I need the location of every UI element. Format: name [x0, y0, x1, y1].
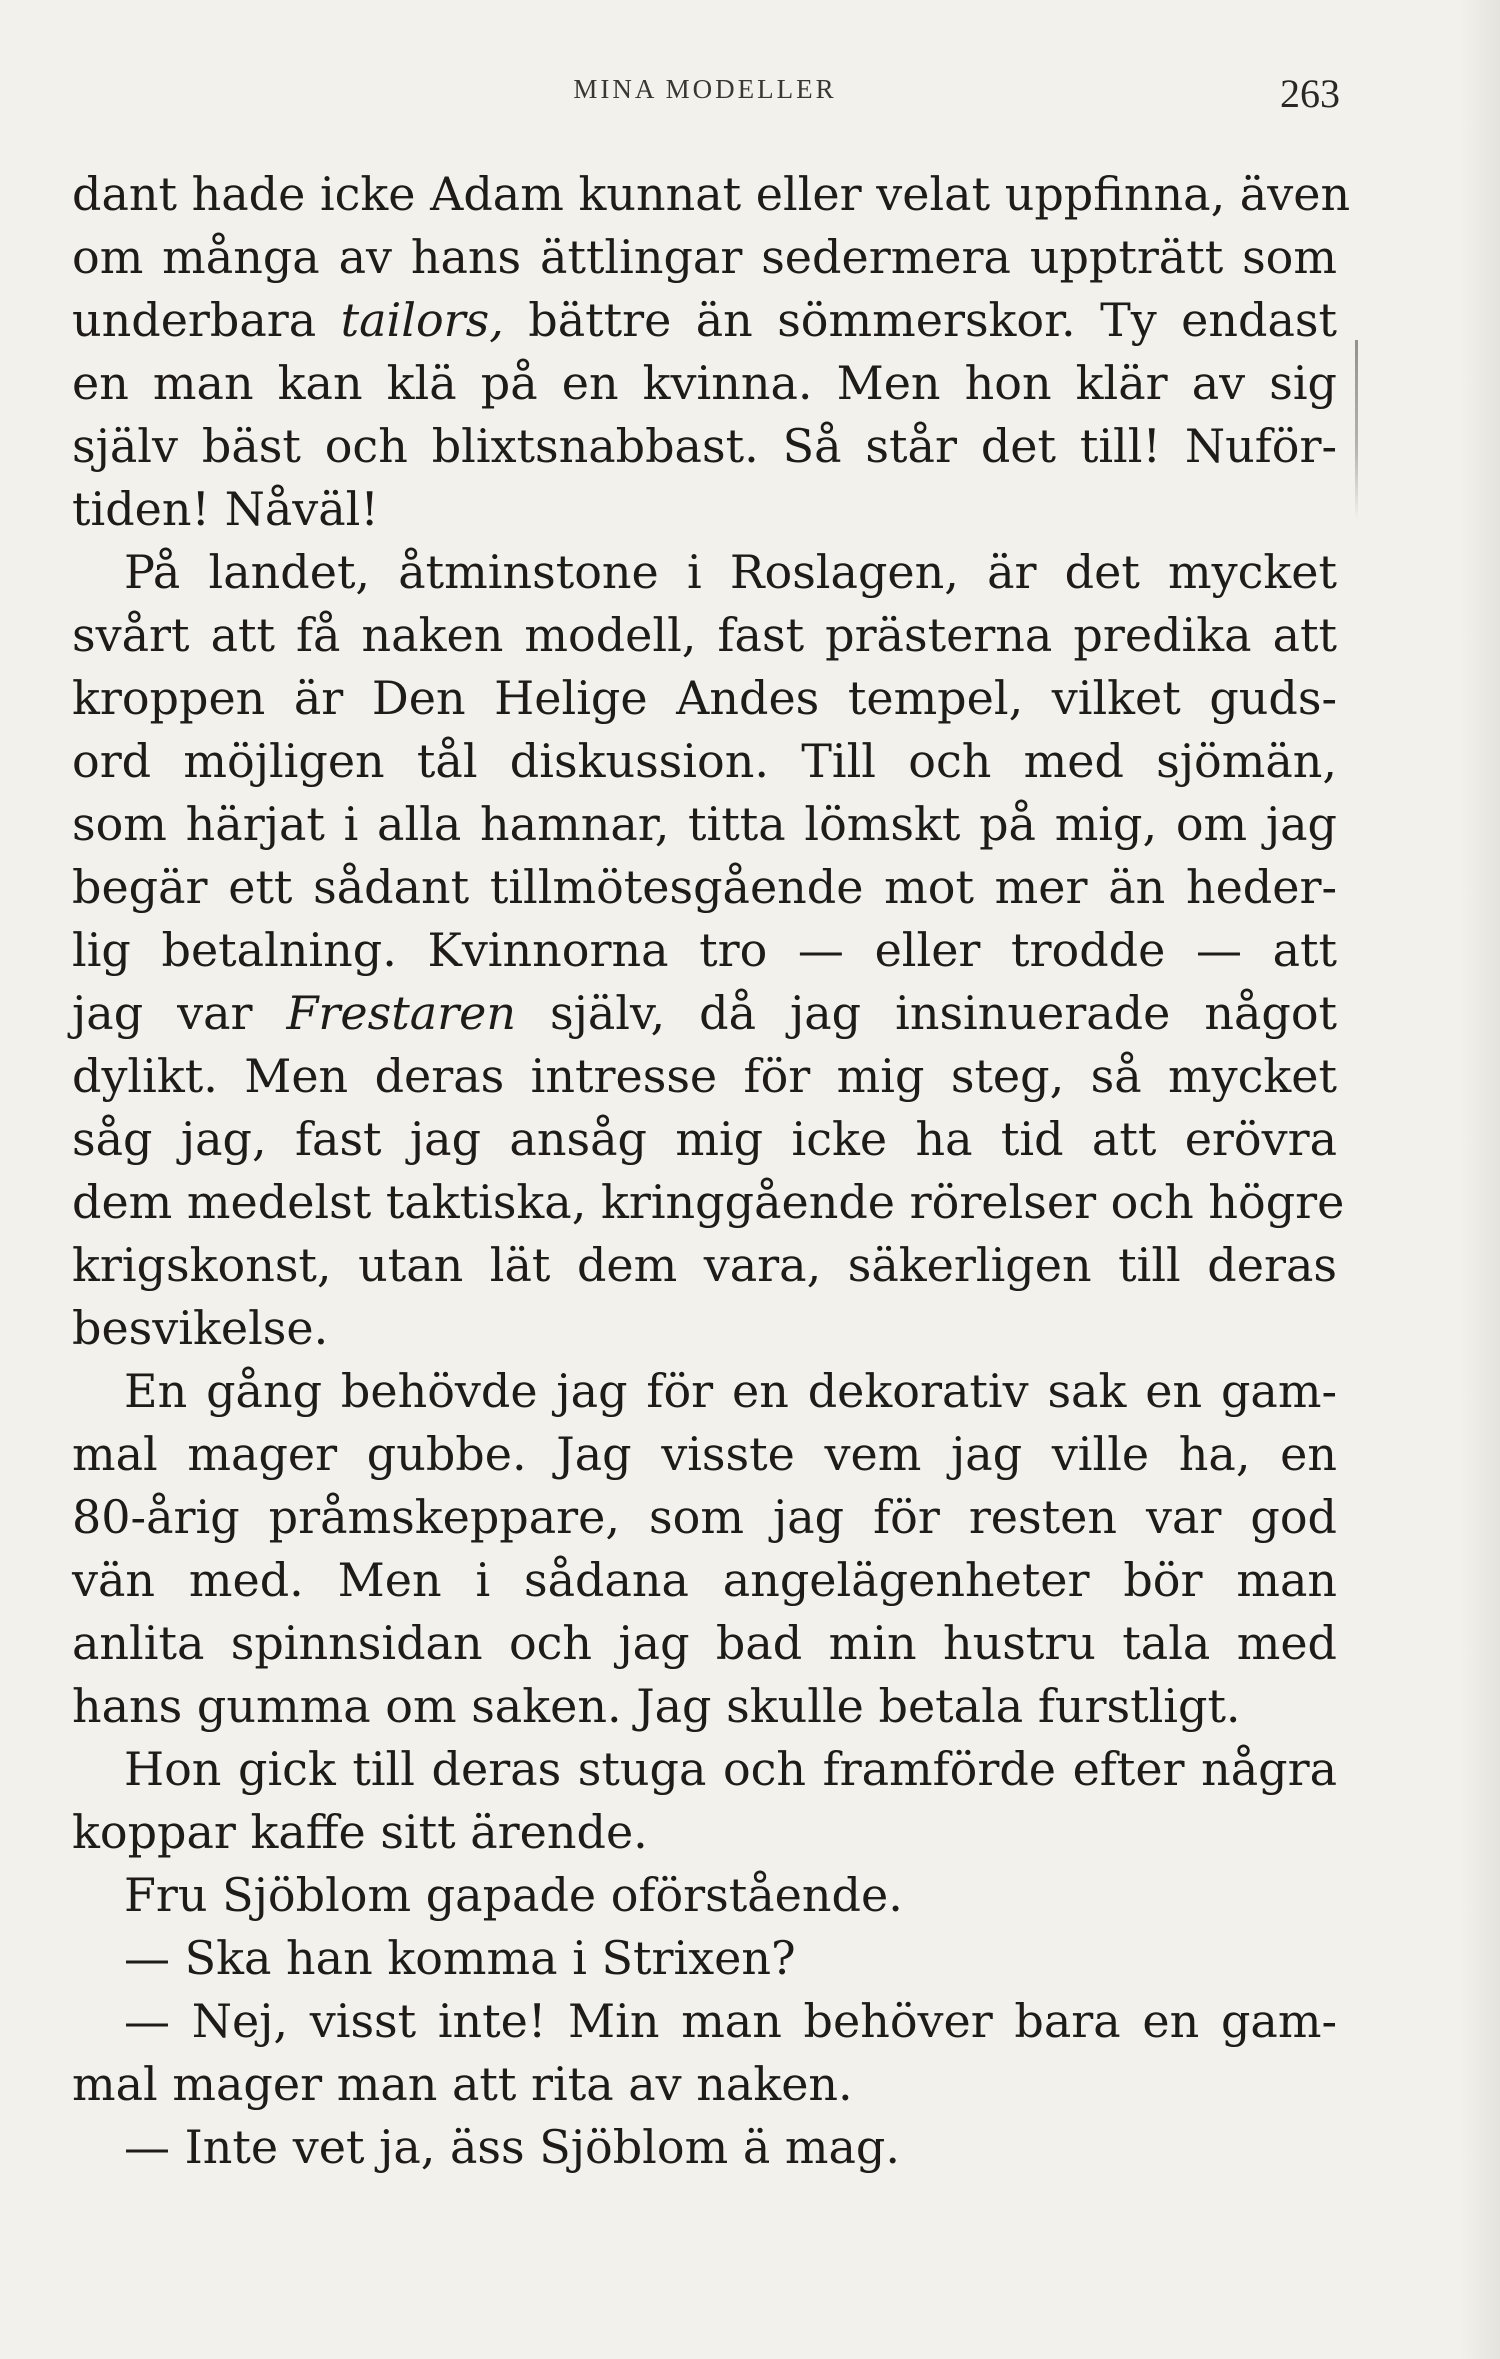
text-run: själv bäst och blixtsnabbast. Så står det till! Nuför-: [72, 419, 1337, 473]
text-line: [72, 1486, 1337, 1549]
text-line: [72, 1675, 1337, 1738]
text-line: [72, 415, 1337, 478]
text-line: [72, 604, 1337, 667]
text-line: [72, 1990, 1337, 2053]
text-line: [72, 730, 1337, 793]
margin-pencil-mark: [1355, 340, 1358, 520]
text-run: en man kan klä på en kvinna. Men hon klär av sig: [72, 356, 1337, 410]
text-run: 80-årig pråmskeppare, som jag för resten var god: [72, 1490, 1337, 1544]
text-run: anlita spinnsidan och jag bad min hustru tala med: [72, 1616, 1337, 1670]
text-line: [72, 793, 1337, 856]
text-run: dylikt. Men deras intresse för mig steg, så mycket: [72, 1049, 1337, 1103]
text-line: [72, 289, 1337, 352]
text-line: [72, 541, 1337, 604]
text-line: [72, 226, 1337, 289]
page-edge-shadow: [1460, 0, 1500, 2359]
text-line: [72, 856, 1337, 919]
text-run: vän med. Men i sådana angelägenheter bör man: [72, 1553, 1337, 1607]
text-line: [72, 1549, 1337, 1612]
text-run: — Inte vet ja, äss Sjöblom ä mag.: [124, 2120, 900, 2174]
text-run: Fru Sjöblom gapade oförstående.: [124, 1868, 903, 1922]
text-run: såg jag, fast jag ansåg mig icke ha tid att erövra: [72, 1112, 1337, 1166]
text-run: Hon gick till deras stuga och framförde efter några: [124, 1742, 1337, 1796]
text-run: koppar kaffe sitt ärende.: [72, 1805, 648, 1859]
text-run: ord möjligen tål diskussion. Till och med sjömän,: [72, 734, 1337, 788]
text-run: besvikelse.: [72, 1301, 329, 1355]
text-run: själv, då jag insinuerade något: [516, 986, 1337, 1040]
text-line: [72, 1864, 1337, 1927]
text-run: svårt att få naken modell, fast prästerna predika att: [72, 608, 1337, 662]
text-line: [72, 2053, 1337, 2116]
text-line: [72, 1297, 1337, 1360]
text-line: [72, 667, 1337, 730]
body-text: [72, 163, 1351, 2179]
text-line: [72, 2116, 1337, 2179]
italic-text: tailors,: [340, 293, 504, 347]
text-run: — Ska han komma i Strixen?: [124, 1931, 796, 1985]
text-line: [72, 478, 1337, 541]
text-line: [72, 1738, 1337, 1801]
text-run: tiden! Nåväl!: [72, 482, 379, 536]
text-line: [72, 352, 1337, 415]
text-run: mal mager gubbe. Jag visste vem jag ville ha, en: [72, 1427, 1337, 1481]
text-line: [72, 1927, 1337, 1990]
text-run: På landet, åtminstone i Roslagen, är det mycket: [124, 545, 1337, 599]
running-title: MINA MODELLER: [573, 74, 837, 104]
text-run: En gång behövde jag för en dekorativ sak en gam-: [124, 1364, 1337, 1418]
text-run: om många av hans ättlingar sedermera uppträtt som: [72, 230, 1337, 284]
text-run: kroppen är Den Helige Andes tempel, vilket guds-: [72, 671, 1337, 725]
text-line: [72, 919, 1337, 982]
text-run: dem medelst taktiska, kringgående rörelser och högre: [72, 1175, 1345, 1229]
text-run: som härjat i alla hamnar, titta lömskt på mig, om jag: [72, 797, 1337, 851]
text-run: lig betalning. Kvinnorna tro — eller trodde — att: [72, 923, 1337, 977]
text-run: — Nej, visst inte! Min man behöver bara en gam-: [124, 1994, 1337, 2048]
italic-text: Frestaren: [286, 986, 516, 1040]
text-run: dant hade icke Adam kunnat eller velat uppfinna, även: [72, 167, 1351, 221]
text-line: [72, 982, 1337, 1045]
text-run: jag var: [72, 986, 287, 1040]
text-run: bättre än sömmerskor. Ty endast: [503, 293, 1337, 347]
text-line: [72, 1108, 1337, 1171]
text-run: begär ett sådant tillmötesgående mot mer än heder-: [72, 860, 1337, 914]
text-line: [72, 1171, 1345, 1234]
text-line: [72, 1360, 1337, 1423]
text-line: [72, 1801, 1337, 1864]
text-line: [72, 1423, 1337, 1486]
text-line: [72, 1234, 1337, 1297]
text-line: [72, 163, 1351, 226]
text-run: hans gumma om saken. Jag skulle betala furstligt.: [72, 1679, 1241, 1733]
page-number: 263: [1280, 71, 1340, 116]
page-header: [70, 68, 1340, 128]
text-run: underbara: [72, 293, 341, 347]
text-line: [72, 1045, 1337, 1108]
text-line: [72, 1612, 1337, 1675]
text-run: krigskonst, utan lät dem vara, säkerligen till deras: [72, 1238, 1337, 1292]
text-run: mal mager man att rita av naken.: [72, 2057, 853, 2111]
